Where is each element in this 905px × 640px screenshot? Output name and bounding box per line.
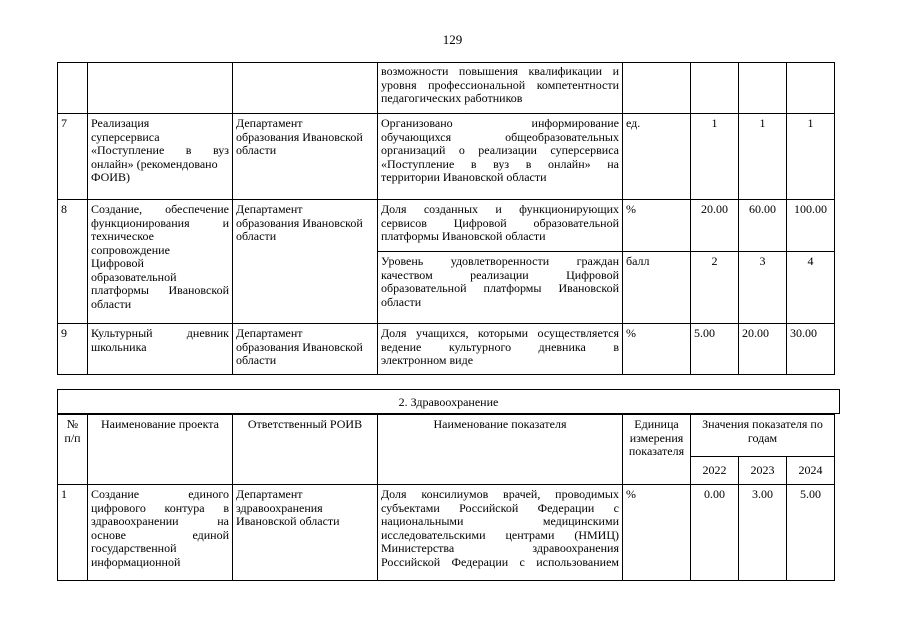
indicator-cell: возможности повышения квалификации и уровня профессиональной компетентности педагогических работников — [378, 63, 623, 114]
header-number: № п/п — [58, 415, 88, 485]
project-name: Реализация суперсервиса «Поступление в вуз онлайн» (рекомендовано ФОИВ) — [88, 114, 233, 200]
header-year-2023: 2023 — [739, 457, 787, 485]
page-number: 129 — [442, 32, 463, 47]
value-2024: 4 — [787, 252, 835, 324]
project-name: Создание, обеспечение функционирования и техническое сопровождение Цифровой образовательной платформы Ивановской области — [88, 200, 233, 324]
table-row — [58, 200, 835, 252]
header-indicator: Наименование показателя — [378, 415, 623, 485]
header-unit: Единица измерения показателя — [623, 415, 691, 485]
row-number: 7 — [58, 114, 88, 200]
value-2023: 60.00 — [739, 200, 787, 252]
unit-cell: балл — [623, 252, 691, 324]
responsible-roiv: Департамент образования Ивановской области — [233, 200, 378, 324]
table-row — [58, 63, 835, 114]
header-values: Значения показателя по годам — [691, 415, 835, 457]
responsible-roiv: Департамент здравоохранения Ивановской области — [233, 485, 378, 581]
table-row — [58, 324, 835, 375]
education-projects-table — [57, 62, 835, 375]
indicator-cell: Доля консилиумов врачей, проводимых субъектами Российской Федерации с национальными медицинскими исследовательскими центрами (НМИЦ) Министерства здравоохранения Российской Федерации с использованием — [378, 485, 623, 581]
value-2024: 1 — [787, 114, 835, 200]
value-2022: 0.00 — [691, 485, 739, 581]
project-name: Создание единого цифрового контура в здравоохранении на основе единой государственной информационной — [88, 485, 233, 581]
value-2022: 2 — [691, 252, 739, 324]
table-row — [58, 114, 835, 200]
value-2023: 3.00 — [739, 485, 787, 581]
indicator-cell: Уровень удовлетворенности граждан качеством реализации Цифровой образовательной платформы Ивановской области — [378, 252, 623, 324]
unit-cell: ед. — [623, 114, 691, 200]
responsible-roiv: Департамент образования Ивановской области — [233, 114, 378, 200]
responsible-roiv: Департамент образования Ивановской области — [233, 324, 378, 375]
header-year-2024: 2024 — [787, 457, 835, 485]
health-projects-table — [57, 414, 835, 581]
value-2024: 30.00 — [787, 324, 835, 375]
indicator-cell: Доля учащихся, которыми осуществляется ведение культурного дневника в электронном виде — [378, 324, 623, 375]
indicator-cell: Организовано информирование обучающихся общеобразовательных организаций о реализации суперсервиса «Поступление в вуз в онлайн» на территории Ивановской области — [378, 114, 623, 200]
unit-cell: % — [623, 485, 691, 581]
unit-cell: % — [623, 200, 691, 252]
header-row — [58, 415, 835, 457]
value-2023: 20.00 — [739, 324, 787, 375]
value-2023: 3 — [739, 252, 787, 324]
value-2024: 100.00 — [787, 200, 835, 252]
value-2023: 1 — [739, 114, 787, 200]
unit-cell: % — [623, 324, 691, 375]
table-row — [58, 485, 835, 581]
value-2022: 5.00 — [691, 324, 739, 375]
value-2024: 5.00 — [787, 485, 835, 581]
header-year-2022: 2022 — [691, 457, 739, 485]
indicator-cell: Доля созданных и функционирующих сервисов Цифровой образовательной платформы Ивановской области — [378, 200, 623, 252]
value-2022: 1 — [691, 114, 739, 200]
value-2022: 20.00 — [691, 200, 739, 252]
project-name: Культурный дневник школьника — [88, 324, 233, 375]
row-number: 9 — [58, 324, 88, 375]
section-title: 2. Здравоохранение — [57, 389, 840, 414]
header-project: Наименование проекта — [88, 415, 233, 485]
row-number: 1 — [58, 485, 88, 581]
header-roiv: Ответственный РОИВ — [233, 415, 378, 485]
row-number: 8 — [58, 200, 88, 324]
